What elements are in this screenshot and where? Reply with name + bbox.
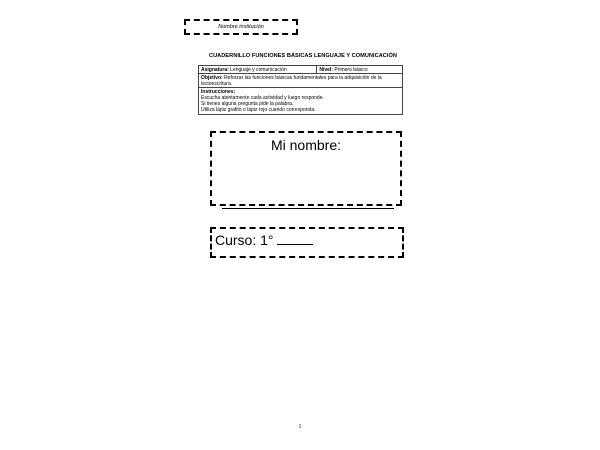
page-number: 1: [298, 424, 302, 430]
course-box: [210, 227, 404, 258]
institution-name-label: Nombre institución: [218, 24, 264, 30]
course-blank-line: [277, 232, 313, 245]
subject-label: Asignatura:: [201, 66, 229, 73]
name-underline: [222, 208, 394, 209]
level-label: Nivel:: [319, 66, 333, 73]
document-title: CUADERNILLO FUNCIONES BÁSICAS LENGUAJE Y COMUNICACIÓN: [209, 53, 397, 59]
subject-cell: [199, 66, 317, 74]
level-cell: [317, 66, 403, 74]
name-label: Mi nombre:: [270, 137, 342, 153]
course-label: Curso: 1°: [215, 232, 274, 248]
institution-name-box: [184, 19, 298, 35]
subject-value: Lenguaje y comunicación: [230, 66, 287, 73]
objective-cell: [199, 74, 403, 88]
objective-label: Objetivo:: [201, 74, 223, 81]
info-row-subject: [199, 66, 403, 74]
instruction-item: Si tienes alguna pregunta pide la palabra.: [201, 100, 294, 107]
instruction-item: Utiliza lápiz grafito o lápiz rojo cuando corresponda.: [201, 106, 316, 113]
info-row-instructions: [199, 88, 403, 114]
instruction-item: Escucha atentamente cada actividad y luego responde.: [201, 94, 324, 101]
info-table: [198, 65, 403, 115]
objective-value: Reforzar las funciones básicas fundamentales para la adquisición de la lectoescritura.: [201, 74, 382, 87]
level-value: Primero básico: [334, 66, 368, 73]
course-label-wrap: [215, 232, 313, 248]
instructions-cell: [199, 88, 403, 114]
info-row-objective: [199, 74, 403, 88]
instructions-label: Instrucciones:: [201, 88, 236, 95]
name-box: [210, 131, 402, 206]
